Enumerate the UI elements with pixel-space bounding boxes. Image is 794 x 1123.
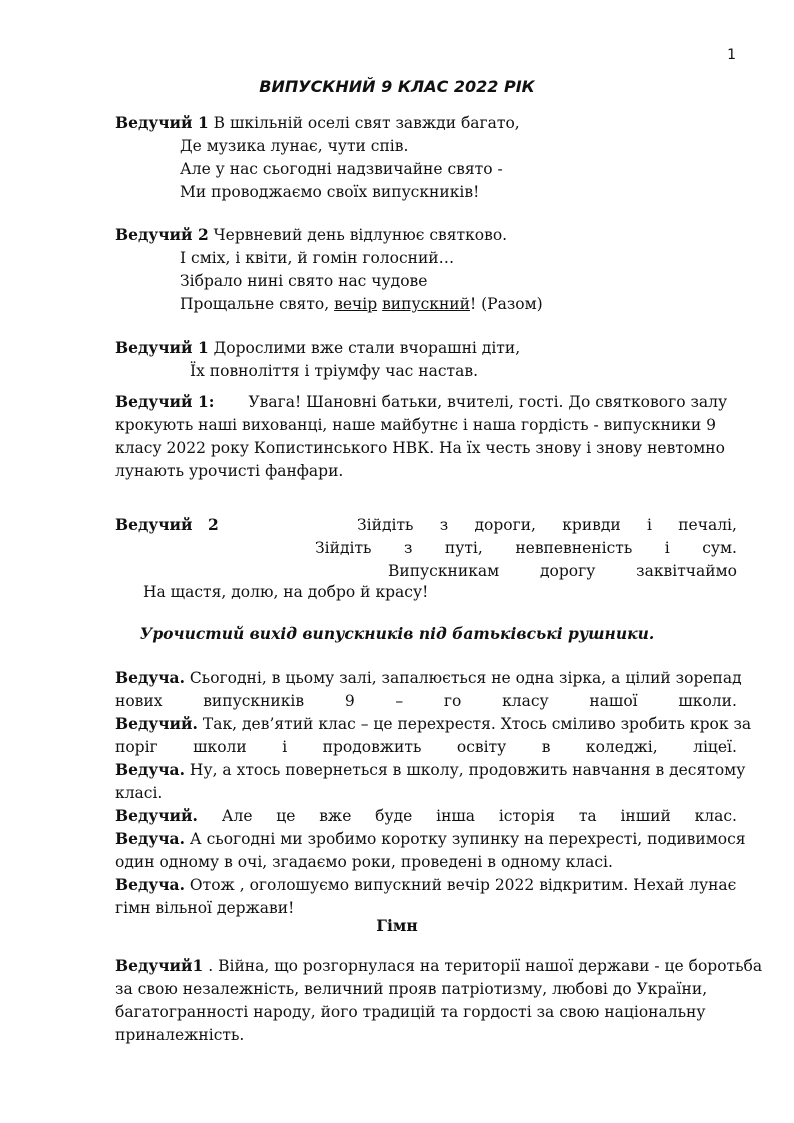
word: нових: [115, 692, 163, 710]
dialog-text: Сьогодні, в цьому залі, запалюється не одна зірка, а цілий зорепад: [185, 669, 742, 687]
poem4-line-4: На щастя, долю, на добро й красу!: [143, 583, 429, 601]
speaker-label: Ведучий.: [115, 806, 198, 825]
word: історія: [498, 807, 556, 825]
poem-text: ! (Разом): [469, 295, 543, 313]
word: інша: [436, 807, 476, 825]
poem-text: Дорослими вже стали вчорашні діти,: [213, 339, 521, 357]
para1-line-1: [115, 391, 727, 413]
speaker-label: Ведучий 1: [115, 338, 209, 357]
poem3-line-2: Їх повноліття і тріумфу час настав.: [190, 362, 479, 380]
dialog-line: [115, 828, 746, 850]
word: Випускникам: [388, 562, 500, 580]
word: путі,: [444, 539, 483, 557]
word: Зійдіть: [357, 516, 414, 534]
para-text: . Війна, що розгорнулася на території нашої держави - це боротьба: [203, 957, 763, 975]
poem1-line-2: Де музика лунає, чути спів.: [180, 137, 409, 155]
word: кривди: [562, 516, 621, 534]
poem4-line-2: [315, 537, 737, 559]
section-heading-exit: Урочистий вихід випускників під батьківські рушники.: [139, 624, 655, 643]
speaker-number: 2: [208, 515, 219, 534]
para2-line-4: приналежність.: [115, 1026, 245, 1044]
section-heading-anthem: Гімн: [376, 916, 418, 935]
word: класу: [502, 692, 549, 710]
word: невпевненість: [515, 539, 633, 557]
word: буде: [375, 807, 413, 825]
para1-line-3: класу 2022 року Копистинського НВК. На їх честь знову і знову невтомно: [115, 439, 725, 457]
dialog-line: [115, 667, 742, 689]
word: –: [395, 692, 404, 710]
word: і: [647, 516, 652, 534]
underlined-word: вечір: [334, 295, 378, 313]
poem2-line-4: [180, 293, 543, 315]
poem4-line-3: [388, 560, 737, 582]
speaker-label: Ведуча.: [115, 829, 185, 848]
para1-line-4: лунають урочисті фанфари.: [115, 462, 344, 480]
poem2-line-1: [115, 224, 507, 246]
para2-line-3: багатогранності народу, його традицій та гордості за свою національну: [115, 1003, 706, 1021]
word: го: [443, 692, 462, 710]
speaker-label: Ведуча.: [115, 760, 185, 779]
word: це: [276, 807, 296, 825]
speaker-label: Ведучий1: [115, 956, 204, 975]
speaker-label: Ведуча.: [115, 875, 185, 894]
poem-text: Прощальне свято,: [180, 295, 330, 313]
word: інший: [620, 807, 671, 825]
word: в: [541, 738, 551, 756]
dialog-text: Ну, а хтось повернеться в школу, продовжить навчання в десятому: [185, 761, 746, 779]
poem1-line-3: Але у нас сьогодні надзвичайне свято -: [180, 160, 503, 178]
word: з: [403, 539, 413, 557]
word: продовжить: [322, 738, 422, 756]
word: ліцеї.: [693, 738, 737, 756]
word: 9: [344, 692, 355, 710]
word: клас.: [694, 807, 737, 825]
poem2-line-3: Зібрало нині свято нас чудове: [180, 272, 428, 290]
poem-text: Червневий день відлунює святково.: [213, 226, 508, 244]
word: з: [439, 516, 449, 534]
word: школи.: [678, 692, 737, 710]
dialog-line: [115, 759, 745, 781]
word: та: [578, 807, 597, 825]
poem-text: В шкільній оселі свят завжди багато,: [213, 114, 520, 132]
word: поріг: [115, 738, 158, 756]
poem4-line-1: [357, 514, 737, 536]
speaker-label: Ведучий 1: [115, 113, 209, 132]
word: дорогу: [539, 562, 596, 580]
word: нашої: [589, 692, 638, 710]
dialog-line: [115, 713, 751, 735]
dialog-line: гімн вільної держави!: [115, 899, 295, 917]
para2-line-1: [115, 955, 762, 977]
word: печалі,: [678, 516, 737, 534]
dialog-text: Так, дев’ятий клас – це перехрестя. Хтось сміливо зробить крок за: [197, 715, 752, 733]
dialog-line-justified: [115, 805, 737, 827]
speaker-label: Ведучий: [115, 515, 193, 534]
speaker-label: Ведучий 1:: [115, 392, 215, 411]
word: і: [282, 738, 288, 756]
speaker-label: Ведучий.: [115, 714, 198, 733]
word: сум.: [702, 539, 737, 557]
poem1-line-1: [115, 112, 520, 134]
document-title: ВИПУСКНИЙ 9 КЛАС 2022 РІК: [259, 77, 535, 96]
word: школи: [193, 738, 247, 756]
word: дороги,: [474, 516, 536, 534]
word: освіту: [456, 738, 507, 756]
word: Зійдіть: [315, 539, 372, 557]
poem2-line-2: І сміх, і квіти, й гомін голосний…: [180, 249, 455, 267]
page-number: 1: [727, 47, 736, 63]
para-text: Увага! Шановні батьки, вчителі, гості. До святкового залу: [248, 393, 728, 411]
dialog-line-justified: [115, 690, 737, 712]
para2-line-2: за свою незалежність, величний прояв патріотизму, любові до України,: [115, 980, 708, 998]
dialog-line: [115, 874, 736, 896]
word: заквітчаймо: [636, 562, 737, 580]
dialog-line: один одному в очі, згадаємо роки, проведені в одному класі.: [115, 853, 613, 871]
speaker-label: Ведучий 2: [115, 225, 209, 244]
word: і: [664, 539, 670, 557]
dialog-text: Отож , оголошуємо випускний вечір 2022 відкритим. Нехай лунає: [185, 876, 737, 894]
poem3-line-1: [115, 337, 520, 359]
word: коледжі,: [585, 738, 658, 756]
underlined-word: випускний: [382, 295, 470, 313]
para1-line-2: крокують наші вихованці, наше майбутнє і наша гордість - випускники 9: [115, 416, 716, 434]
poem1-line-4: Ми проводжаємо своїх випускників!: [180, 183, 480, 201]
word: Але: [221, 807, 253, 825]
dialog-text: А сьогодні ми зробимо коротку зупинку на перехресті, подивимося: [185, 830, 746, 848]
word: вже: [319, 807, 352, 825]
dialog-line: класі.: [115, 784, 163, 802]
speaker-label: Ведуча.: [115, 668, 185, 687]
dialog-line-justified: [115, 736, 737, 758]
word: випускників: [203, 692, 305, 710]
